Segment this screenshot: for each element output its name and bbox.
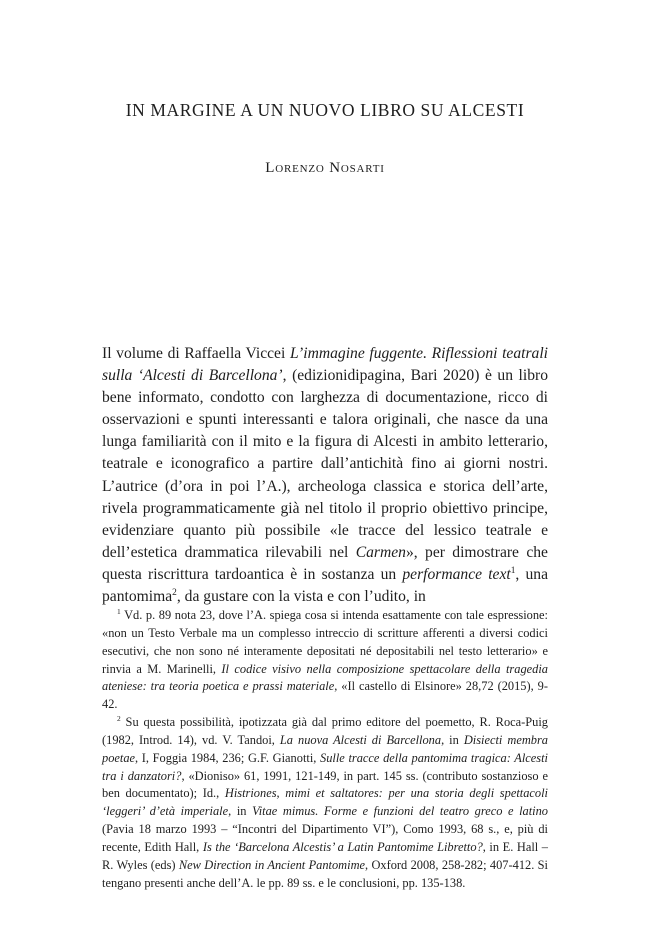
body-text-run: Il volume di Raffaella Viccei <box>102 345 290 362</box>
work-title: Carmen <box>355 543 406 561</box>
footnote-italic: Histriones, mimi et saltatores: per una storia degli spettacoli ‘leggeri’ d’età imperiale <box>102 786 548 819</box>
footnote-text: , Oxford 2008, 258-282; 407-412. Si tengano presenti anche dell’A. le pp. 89 ss. e le conclusioni, pp. 135-138. <box>102 857 548 890</box>
footnote-italic: Vitae mimus. Forme e funzioni del teatro greco e latino <box>252 804 549 819</box>
footnote-italic: Il codice visivo nella composizione spettacolare della tragedia ateniese: tra teoria poetica e prassi materiale <box>102 661 548 694</box>
footnote-text: Su questa possibilità, ipotizzata già dal primo editore del poemetto, R. Roca-Puig (1982, Introd. 14), vd. V. Tandoi, <box>102 715 548 747</box>
footnote-italic: New Direction in Ancient Pantomime <box>178 857 366 872</box>
article-title: IN MARGINE A UN NUOVO LIBRO SU ALCESTI <box>125 100 525 120</box>
footnote-2 <box>102 714 548 892</box>
footnote-italic: Sulle tracce della pantomima tragica: Alcesti tra i danzatori? <box>102 750 548 783</box>
italic-term: performance text <box>402 565 511 583</box>
footnote-text: , «Dioniso» 61, 1991, 121-149, in part. 145 ss. (contributo sostanzioso e ben documentato); Id., <box>102 768 548 801</box>
footnote-text: Vd. p. 89 nota 23, dove l’A. spiega cosa si intenda esattamente con tale espressione: «non un Testo Verbale ma un complesso intreccio di scritture afferenti a diversi codici esecutivi, che non sono né interamente depositati né depositabili nel testo letterario» e rinvia a M. Marinelli, <box>102 608 548 676</box>
footnote-italic: La nuova Alcesti di Barcellona <box>279 732 442 747</box>
footnotes <box>102 607 548 893</box>
body-paragraph <box>102 343 548 608</box>
footnote-ref-1: 1 <box>510 565 516 576</box>
footnote-number: 1 <box>117 606 121 616</box>
footnote-number: 2 <box>117 713 121 723</box>
body-text-run: », per dimostrare che questa riscrittura tardoantica è in sostanza un <box>102 543 548 583</box>
book-title: L’immagine fuggente. Riflessioni teatrali sulla ‘Alcesti di Barcellona’ <box>102 345 549 385</box>
footnote-1 <box>102 607 548 714</box>
footnote-ref-2: 2 <box>172 587 177 598</box>
footnote-italic: Disiecti membra poetae <box>102 732 548 765</box>
footnote-text: , in E. Hall – R. Wyles (eds) <box>102 839 548 872</box>
footnote-text: , in <box>441 732 464 747</box>
footnote-text: , «Il castello di Elsinore» 28,72 (2015), 9-42. <box>102 679 548 712</box>
footnote-text: , in <box>228 804 253 819</box>
footnote-text: , I, Foggia 1984, 236; G.F. Gianotti, <box>135 750 321 765</box>
body-text-run: , una pantomima <box>102 565 549 606</box>
footnote-text: (Pavia 18 marzo 1993 – “Incontri del Dipartimento VI”), Como 1993, 68 s., e, più di recente, Edith Hall, <box>102 822 548 854</box>
author-name: Lorenzo Nosarti <box>265 160 385 176</box>
body-text-run: , (edizionidipagina, Bari 2020) è un libro bene informato, condotto con larghezza di documentazione, ricco di osservazioni e spunti interessanti e talora originali, che nasce da una lunga familiarità con il mito e la figura di Alcesti in ambito letterario, teatrale e iconografico a partire dall’antichità fino ai giorni nostri. L’autrice (d’ora in poi l’A.), archeologa classica e storica dell’arte, rivela programmaticamente già nel titolo il proprio obiettivo principe, evidenziare quanto più possibile «le tracce del lessico teatrale e dell’estetica drammatica rilevabili nel <box>102 367 548 561</box>
body-text-run: , da gustare con la vista e con l’udito, in <box>176 588 426 606</box>
footnote-italic: Is the ‘Barcelona Alcestis’ a Latin Pantomime Libretto? <box>202 839 483 854</box>
